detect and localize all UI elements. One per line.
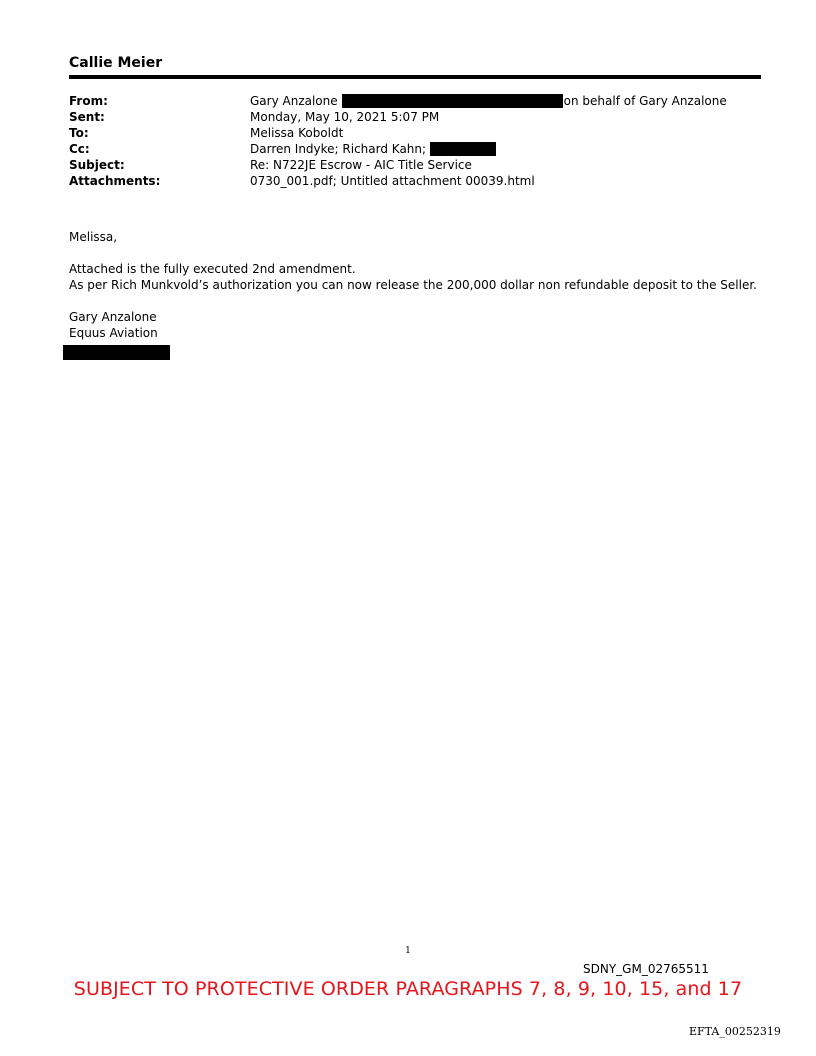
from-value-group (250, 93, 727, 109)
cc-value: Darren Indyke; Richard Kahn; (250, 142, 427, 156)
body-line-2: As per Rich Munkvold’s authorization you can now release the 200,000 dollar non refundable deposit to the Seller. (69, 278, 757, 292)
from-row (69, 93, 769, 109)
attachments-row (69, 173, 769, 189)
attachments-label: Attachments: (69, 174, 161, 188)
page-name: Callie Meier (69, 55, 163, 71)
sent-label: Sent: (69, 110, 105, 124)
protective-order-notice: SUBJECT TO PROTECTIVE ORDER PARAGRAPHS 7, 8, 9, 10, 15, and 17 (73, 978, 743, 1000)
page-number: 1 (405, 946, 411, 956)
to-label: To: (69, 126, 89, 140)
efta-id: EFTA_00252319 (689, 1025, 781, 1038)
bates-number: SDNY_GM_02765511 (583, 962, 709, 976)
sent-row (69, 109, 769, 125)
cc-row (69, 141, 769, 157)
greeting: Melissa, (69, 230, 118, 244)
subject-row (69, 157, 769, 173)
signature-redaction (63, 345, 170, 360)
cc-label: Cc: (69, 142, 90, 156)
cc-redaction (430, 142, 496, 156)
signature-name: Gary Anzalone (69, 310, 157, 324)
body-line-1: Attached is the fully executed 2nd amendment. (69, 262, 356, 276)
attachments-value: 0730_001.pdf; Untitled attachment 00039.html (250, 174, 535, 188)
signature-company: Equus Aviation (69, 326, 158, 340)
subject-label: Subject: (69, 158, 125, 172)
from-value: Gary Anzalone (250, 94, 338, 108)
sent-value: Monday, May 10, 2021 5:07 PM (250, 110, 440, 124)
cc-value-group (250, 141, 496, 157)
from-suffix: on behalf of Gary Anzalone (563, 94, 727, 108)
header-rule (69, 75, 761, 79)
from-label: From: (69, 94, 108, 108)
subject-value: Re: N722JE Escrow - AIC Title Service (250, 158, 472, 172)
to-row (69, 125, 769, 141)
to-value: Melissa Koboldt (250, 126, 344, 140)
from-email-redaction (342, 94, 563, 108)
